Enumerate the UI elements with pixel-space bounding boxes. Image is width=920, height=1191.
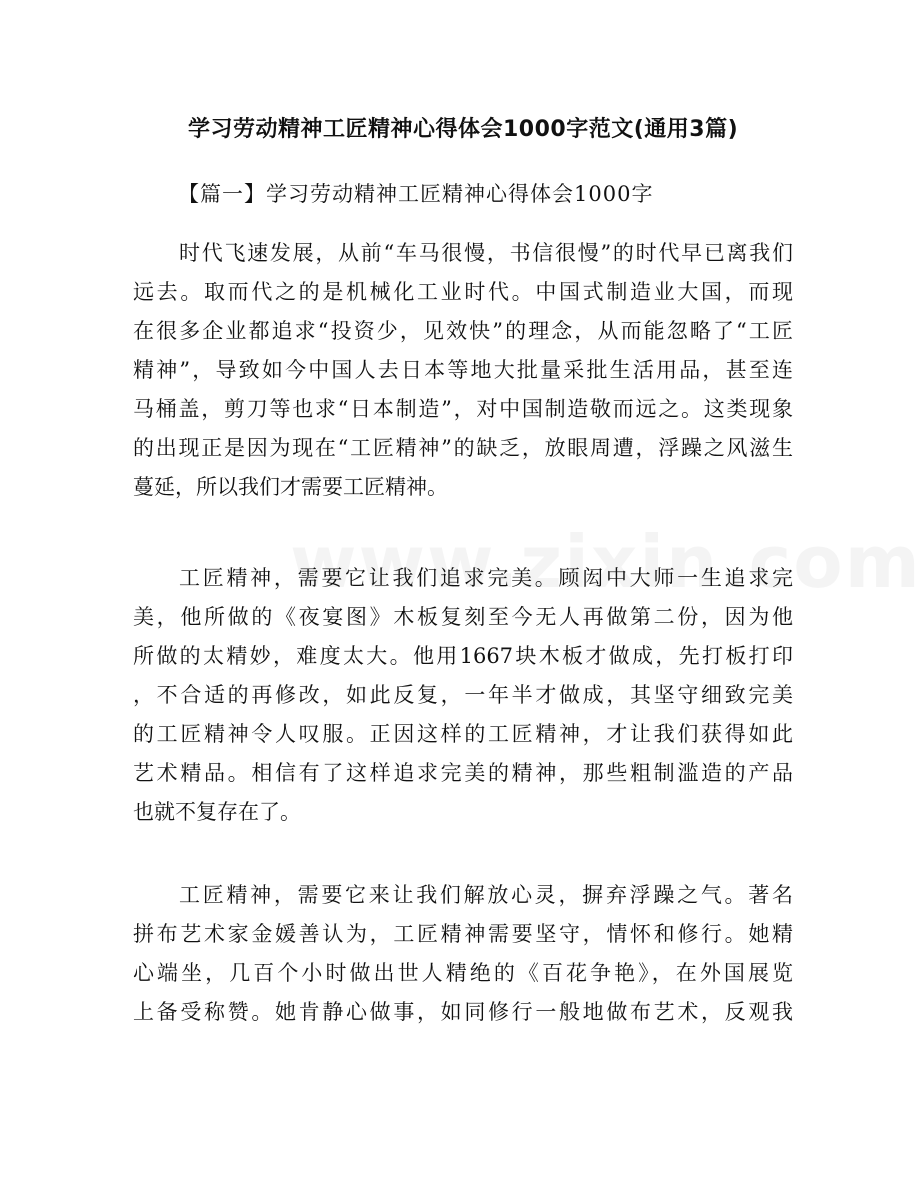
paragraph-line: 远去。取而代之的是机械化工业时代。中国式制造业大国，而现	[133, 280, 793, 304]
paragraph-line: 的工匠精神令人叹服。正因这样的工匠精神，才让我们获得如此	[133, 722, 793, 746]
paragraph-line: 工匠精神，需要它来让我们解放心灵，摒弃浮躁之气。著名	[179, 883, 793, 907]
paragraph-line: 所做的太精妙，难度太大。他用1667块木板才做成，先打板打印	[133, 644, 793, 668]
paragraph-line: 拼布艺术家金媛善认为，工匠精神需要坚守，情怀和修行。她精	[133, 922, 793, 946]
paragraph-line: ，不合适的再修改，如此反复，一年半才做成，其坚守细致完美	[133, 683, 793, 707]
paragraph-line: 时代飞速发展，从前“车马很慢，书信很慢”的时代早已离我们	[179, 241, 793, 265]
document-title: 学习劳动精神工匠精神心得体会1000字范文(通用3篇)	[188, 117, 739, 142]
paragraph-line: 也就不复存在了。	[133, 800, 301, 824]
paragraph-line: 心端坐，几百个小时做出世人精绝的《百花争艳》，在外国展览	[133, 961, 793, 985]
paragraph-line: 美，他所做的《夜宴图》木板复刻至今无人再做第二份，因为他	[133, 605, 793, 629]
paragraph-line: 在很多企业都追求“投资少，见效快”的理念，从而能忽略了“工匠	[133, 319, 793, 343]
section-heading: 【篇一】学习劳动精神工匠精神心得体会1000字	[178, 182, 654, 206]
paragraph-line: 精神”，导致如今中国人去日本等地大批量采批生活用品，甚至连	[133, 358, 793, 382]
paragraph-line: 蔓延，所以我们才需要工匠精神。	[133, 475, 448, 499]
paragraph-line: 上备受称赞。她肯静心做事，如同修行一般地做布艺术，反观我	[133, 1000, 793, 1024]
paragraph-line: 工匠精神，需要它让我们追求完美。顾闳中大师一生追求完	[179, 566, 793, 590]
paragraph-line: 艺术精品。相信有了这样追求完美的精神，那些粗制滥造的产品	[133, 761, 793, 785]
paragraph-3	[133, 876, 793, 1032]
paragraph-1	[133, 234, 793, 507]
paragraph-2	[133, 559, 793, 832]
paragraph-line: 马桶盖，剪刀等也求“日本制造”，对中国制造敬而远之。这类现象	[133, 397, 793, 421]
paragraph-line: 的出现正是因为现在“工匠精神”的缺乏，放眼周遭，浮躁之风滋生	[133, 436, 793, 460]
